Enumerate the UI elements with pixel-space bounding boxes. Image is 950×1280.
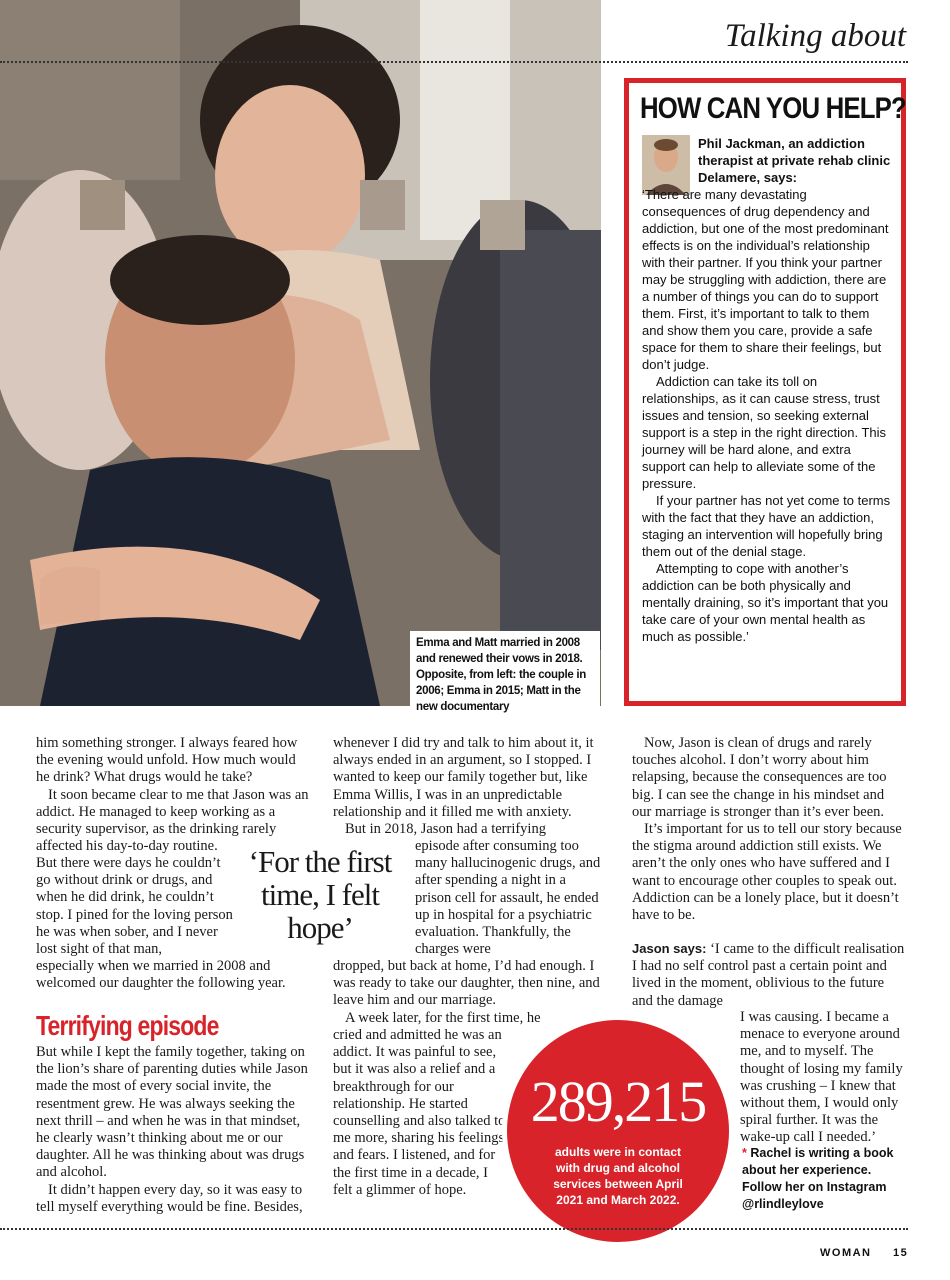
header-dotted-rule <box>0 61 908 63</box>
help-box-paragraph: Attempting to cope with another’s addiction can be both physically and mentally draining, so it’s important that you take care of your own mental health as much as possible.’ <box>642 561 889 644</box>
jason-says-label: Jason says: <box>632 941 707 956</box>
body-paragraph: him something stronger. I always feared how the evening would unfold. How much would he drink? What drugs would he take? <box>36 735 298 786</box>
stat-circle <box>507 1020 729 1242</box>
column-1-mid <box>36 958 312 992</box>
author-credit <box>742 1145 912 1213</box>
column-2-wrap <box>415 838 605 958</box>
stat-number: 289,215 <box>530 1069 706 1134</box>
stat-text: adults were in contact with drug and alcohol services between April 2021 and March 2022. <box>553 1145 683 1207</box>
jason-quote-continued: I was causing. I became a menace to everyone around me, and to myself. The thought of losing my family was crushing – I knew that without them, I would only spiral further. It was the wake-up call I needed.’ <box>740 1009 903 1146</box>
body-paragraph: But in 2018, Jason had a terrifying <box>345 821 546 838</box>
body-paragraph: dropped, but back at home, I’d had enough. I was ready to take our daughter, then nine, and leave him and our marriage. <box>333 958 600 1009</box>
footer-page-number: 15 <box>893 1247 909 1259</box>
section-label: Talking about <box>724 18 906 54</box>
body-paragraph: But while I kept the family together, taking on the lion’s share of parenting duties while Jason made the most of every social invite, the resentment grew. He was always seeking the next thrill – and when he was in that mindset, he clearly wasn’t thinking about me or our daughter. All he was thinking about was drugs and alcohol. <box>36 1044 308 1181</box>
pull-quote: ‘For the first time, I felt hope’ <box>248 844 392 945</box>
body-paragraph: It’s important for us to tell our story because the stigma around addiction still exists. We aren’t the only ones who have suffered and I want to encourage other couples to speak out. Addiction can be a lonely place, but it doesn’t have to be. <box>632 821 902 924</box>
column-2-top <box>333 735 605 838</box>
star-icon: * <box>742 1146 747 1160</box>
column-1-top <box>36 735 312 855</box>
column-1-bottom <box>36 1044 312 1216</box>
couple-photo <box>0 0 601 706</box>
body-paragraph: especially when we married in 2008 and welcomed our daughter the following year. <box>36 958 286 992</box>
column-3-jason <box>632 940 906 1010</box>
photo-caption: Emma and Matt married in 2008 and renewed their vows in 2018. Opposite, from left: the couple in 2006; Emma in 2015; Matt in the new documentary <box>410 631 600 706</box>
jason-quote-text: ‘I came to the difficult realisation I had no self control past a certain point and lived in the moment, oblivious to the future and the damage <box>632 941 905 1009</box>
help-box-intro: Phil Jackman, an addiction therapist at private rehab clinic Delamere, says: <box>698 136 891 185</box>
body-paragraph: Now, Jason is clean of drugs and rarely touches alcohol. I don’t worry about him relapsing, because the consequences are too big. I can see the change in his mindset and our marriage is stronger than it’s ever been. <box>632 735 887 820</box>
help-box-title: HOW CAN YOU HELP? <box>640 92 906 125</box>
column-2-mid <box>333 958 605 1027</box>
body-paragraph: A week later, for the first time, he <box>345 1009 541 1026</box>
column-3-jason-wrap <box>740 1009 906 1147</box>
couple-photo-illustration <box>0 0 601 706</box>
footer-dotted-rule <box>0 1228 908 1230</box>
help-box-paragraph: Addiction can take its toll on relationships, as it can cause stress, trust issues and tension, so seeking external support is a step in the right direction. This journey will be hard alone, and extra support can help to alleviate some of the pressure. <box>642 374 886 491</box>
column-1-wrap <box>36 855 236 958</box>
footer-magazine-name: WOMAN <box>820 1247 872 1259</box>
column-3-top <box>632 735 906 924</box>
help-box-text <box>642 135 894 645</box>
body-paragraph: whenever I did try and talk to him about it, it always ended in an argument, so I stopped. I wanted to keep our family together but, like Emma Willis, I was in an unpredictable relationship and it filled me with anxiety. <box>333 735 594 820</box>
body-paragraph: cried and admitted he was an addict. It was painful to see, but it was also a relief and a breakthrough for our relationship. He started counselling and also talked to me more, sharing his feelings and fears. I listened, and for the first time in a decade, I felt a glimmer of hope. <box>333 1027 506 1198</box>
jason-quote-start <box>632 940 906 1010</box>
body-paragraph: It soon became clear to me that Jason was an addict. He managed to keep working as a security supervisor, as the drinking rarely affected his day-to-day routine. <box>36 786 309 855</box>
help-box-paragraph: ‘There are many devastating consequences of drug dependency and addiction, but one of the most predominant effects is on the individual’s relationship with their partner. If you think your partner may be struggling with addiction, there are a number of things you can do to support them. First, it’s important to talk to them and show them you care, provide a safe space for them to share their feelings, but don’t judge. <box>642 187 889 372</box>
column-2-bottom <box>333 1027 509 1199</box>
body-paragraph: It didn’t happen every day, so it was easy to tell myself everything would be fine. Besides, <box>36 1181 303 1215</box>
subhead-terrifying-episode: Terrifying episode <box>36 1010 219 1041</box>
help-box-paragraph: If your partner has not yet come to terms with the fact that they have an addiction, staging an intervention will hopefully bring them out of the denial stage. <box>642 493 891 559</box>
body-paragraph: episode after consuming too many hallucinogenic drugs, and after spending a night in a prison cell for assault, he ended up in hospital for a psychiatric evaluation. Thankfully, the charges were <box>415 838 601 958</box>
body-paragraph: But there were days he couldn’t go without drink or drugs, and when he did drink, he couldn’t stop. I pined for the loving person he was when sober, and I never lost sight of that man, <box>36 855 233 958</box>
author-credit-text: Rachel is writing a book about her experience. Follow her on Instagram @rlindleylove <box>742 1146 894 1211</box>
